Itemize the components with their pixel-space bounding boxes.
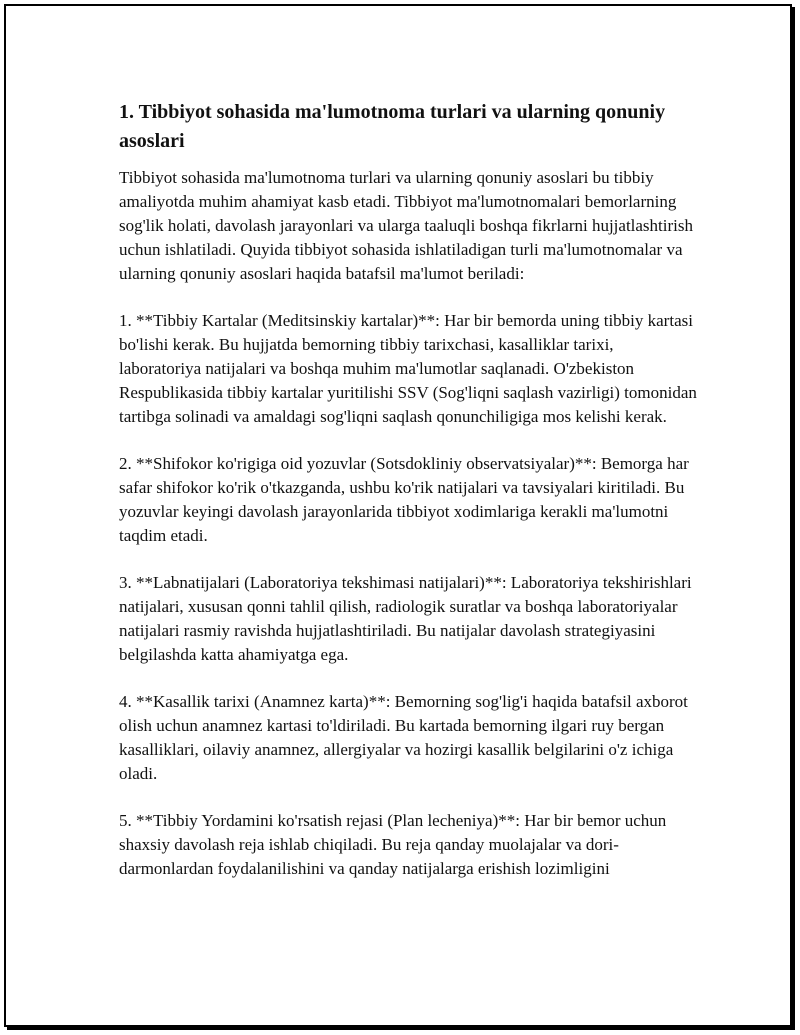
document-title: 1. Tibbiyot sohasida ma'lumotnoma turlari va ularning qonuniy asoslari (119, 101, 666, 152)
document-page (4, 4, 792, 1027)
list-item-paragraph: 2. **Shifokor ko'rigiga oid yozuvlar (Sotsdokliniy observatsiyalar)**: Bemorga har safar shifokor ko'rik o'tkazganda, ushbu ko'rik natijalari va tavsiyalari kiritiladi. Bu yozuvlar keyingi davolash jarayonlarida tibbiyot xodimlariga kerakli ma'lumotni taqdim etadi. (119, 454, 689, 545)
intro-paragraph: Tibbiyot sohasida ma'lumotnoma turlari va ularning qonuniy asoslari bu tibbiy amaliyotda muhim ahamiyat kasb etadi. Tibbiyot ma'lumotnomalari bemorlarning sog'lik holati, davolash jarayonlari va ularga taaluqli boshqa fikrlarni hujjatlashtirish uchun ishlatiladi. Quyida tibbiyot sohasida ishlatiladigan turli ma'lumotnomalar va ularning qonuniy asoslari haqida batafsil ma'lumot beriladi: (119, 168, 693, 283)
list-item-paragraph: 1. **Tibbiy Kartalar (Meditsinskiy kartalar)**: Har bir bemorda uning tibbiy kartasi bo'lishi kerak. Bu hujjatda bemorning tibbiy tarixchasi, kasalliklar tarixi, laboratoriya natijalari va boshqa muhim ma'lumotlar saqlanadi. O'zbekiston Respublikasida tibbiy kartalar yuritilishi SSV (Sog'liqni saqlash vazirligi) tomonidan tartibga solinadi va amaldagi sog'liqni saqlash qonunchiligiga mos kelishi kerak. (119, 311, 697, 426)
list-item-paragraph: 5. **Tibbiy Yordamini ko'rsatish rejasi (Plan lecheniya)**: Har bir bemor uchun shaxsiy davolash reja ishlab chiqiladi. Bu reja qanday muolajalar va dori-darmonlardan foydalanilishini va qanday natijalarga erishish lozimligini (119, 811, 667, 878)
document-body (119, 98, 699, 904)
list-item-paragraph: 4. **Kasallik tarixi (Anamnez karta)**: Bemorning sog'lig'i haqida batafsil axborot olish uchun anamnez kartasi to'ldiriladi. Bu kartada bemorning ilgari ruy bergan kasalliklari, oilaviy anamnez, allergiyalar va hozirgi kasallik belgilarini o'z ichiga oladi. (119, 692, 688, 783)
list-item-paragraph: 3. **Labnatijalari (Laboratoriya tekshimasi natijalari)**: Laboratoriya tekshirishlari natijalari, xususan qonni tahlil qilish, radiologik suratlar va boshqa laboratoriyalar natijalari rasmiy ravishda hujjatlashtiriladi. Bu natijalar davolash strategiyasini belgilashda katta ahamiyatga ega. (119, 573, 692, 664)
